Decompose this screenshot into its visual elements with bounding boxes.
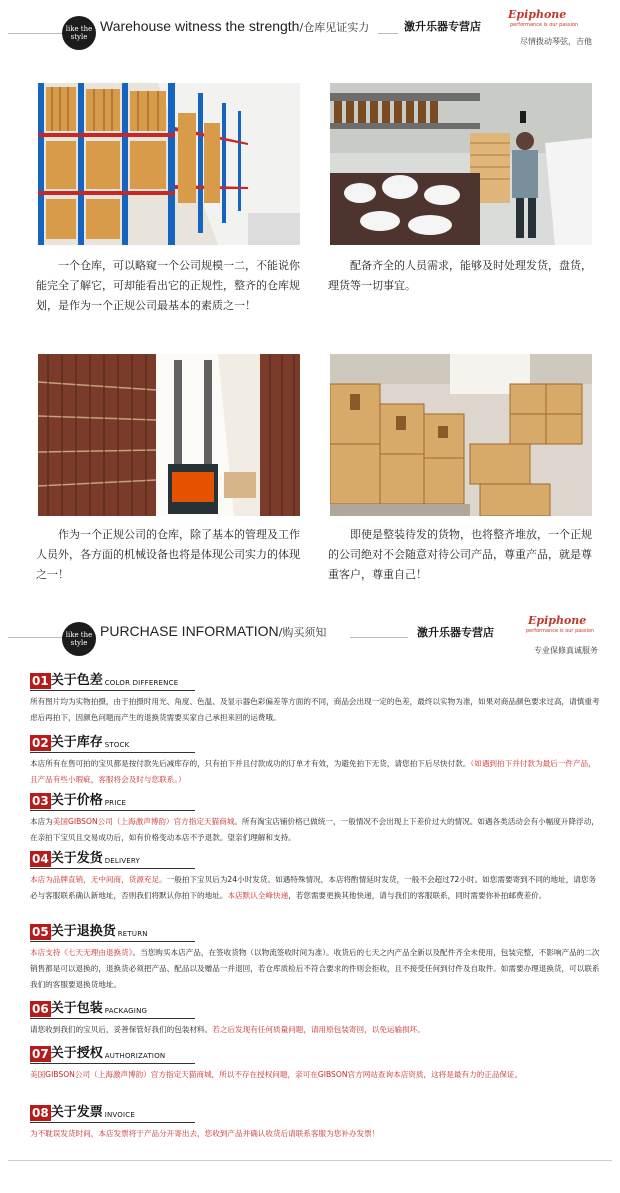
- item-title-cn: 关于退换货: [50, 924, 116, 939]
- item-underline: [30, 941, 195, 942]
- header-rule-mid: [378, 33, 398, 34]
- item-underline: [30, 1063, 195, 1064]
- badge-text-bottom: style: [70, 33, 88, 41]
- item-heading: [30, 1046, 602, 1064]
- info-item-stock: [30, 735, 602, 788]
- item-heading: [30, 735, 602, 753]
- item-text-highlight-lead: 本店为品牌直销，无中间商，货源充足。: [30, 875, 167, 884]
- item-body: [30, 1022, 602, 1038]
- item-heading: [30, 1105, 602, 1123]
- item-text-tail: ，若您需要更换其他快递，请与我们的客服联系，同时需要你补拍邮费差价。: [288, 891, 547, 900]
- item-title-cn: 关于库存: [50, 735, 103, 750]
- section-title-en: Warehouse witness the strength: [100, 18, 300, 34]
- info-item-price: [30, 793, 602, 846]
- photo-warehouse-worker: [330, 83, 592, 245]
- caption-shelves: 一个仓库，可以略窥一个公司规模一二，不能说你能完全了解它，可却能看出它的正规性，整齐的仓库规划，是作为一个正规公司最基本的素质之一！: [36, 259, 300, 312]
- header-rule-left: [8, 33, 68, 34]
- photo-warehouse-boxes: [330, 354, 592, 516]
- item-title-en: INVOICE: [104, 1111, 135, 1119]
- item-body: [30, 872, 602, 904]
- brand-tagline: performance is our passion: [526, 628, 595, 634]
- item-text-highlight-lead: 本店支持《七天无理由退换货》: [30, 948, 133, 957]
- item-underline: [30, 868, 195, 869]
- style-badge: [62, 16, 96, 50]
- item-heading: [30, 793, 602, 811]
- badge-text-bottom: style: [70, 639, 88, 647]
- brand-logo: Epiphone: [508, 8, 567, 21]
- item-underline: [30, 1018, 195, 1019]
- item-title-cn: 关于发票: [50, 1105, 103, 1120]
- item-text: 本店所有在售可拍的宝贝都是按付款先后减库存的，只有拍下并且付款成功的订单才有效，为避免拍下无货，请您拍下后尽快付款。: [30, 759, 471, 768]
- info-item-packaging: [30, 1001, 602, 1038]
- info-item-color: [30, 673, 602, 726]
- item-number: 04: [32, 852, 49, 866]
- header-rule-mid: [350, 637, 408, 638]
- header-rule-left: [8, 637, 68, 638]
- item-underline: [30, 752, 195, 753]
- caption-equipment: 作为一个正规公司的仓库，除了基本的管理及工作人员外，各方面的机械设备也将是体现公司实力的体现之一！: [36, 528, 300, 581]
- item-body: [30, 945, 602, 993]
- item-title-en: PRICE: [104, 799, 127, 807]
- item-title-en: COLOR DIFFERENCE: [104, 679, 179, 687]
- item-title-en: RETURN: [117, 930, 148, 938]
- section-title-cn: /购买须知: [278, 626, 327, 639]
- section-title: [100, 623, 326, 640]
- item-text-highlight: 若之后发现有任何质量问题，请用原包装寄回，以免运输损坏。: [212, 1025, 425, 1034]
- item-text-highlight: 美国GIBSON公司（上海激声博韵）官方指定天猫商城: [52, 817, 235, 826]
- shop-name: 激升乐器专营店: [417, 626, 494, 639]
- item-underline: [30, 690, 195, 691]
- item-number: 05: [32, 925, 49, 939]
- item-text: 所有图片均为实物拍摄，由于拍摄时用光、角度、色温、及显示器色彩偏差等方面的不同，商品会出现一定的色差，最终以实物为准，如果对商品颜色要求过高，请慎重考虑后再拍下，因颜色问题而产生的退换货需要买家自己承担来回的运费哦。: [30, 697, 600, 722]
- info-item-authorization: [30, 1046, 602, 1083]
- item-body: [30, 1067, 602, 1083]
- item-title-en: AUTHORIZATION: [104, 1052, 166, 1060]
- item-title-cn: 关于包装: [50, 1001, 103, 1016]
- photo-warehouse-forklift: [38, 354, 300, 516]
- brand-slogan: 尽情拨动琴弦，吉他: [520, 37, 592, 46]
- item-title-cn: 关于价格: [50, 793, 103, 808]
- item-text-highlight: （如遇到拍下并付款为最后一件产品，且产品有些小瑕疵，客服将会及时与您联系。）: [30, 759, 596, 784]
- item-title-cn: 关于授权: [50, 1046, 103, 1061]
- item-body: [30, 694, 602, 726]
- item-heading: [30, 851, 602, 869]
- item-title-en: PACKAGING: [104, 1007, 148, 1015]
- item-title-en: STOCK: [104, 741, 130, 749]
- section-title-cn: /仓库见证实力: [299, 21, 370, 34]
- item-text-highlight: 本店默认全峰快递: [227, 891, 289, 900]
- caption-staff: 配备齐全的人员需求，能够及时处理发货，盘货，理货等一切事宜。: [328, 259, 592, 292]
- shop-name: 激升乐器专营店: [404, 20, 481, 33]
- item-body: [30, 1126, 602, 1142]
- purchase-header: [0, 614, 620, 658]
- item-text: 。当您购买本店产品，在签收货物（以物流签收时间为准）。收货后的七天之内产品全新以及配件齐全未使用，包装完整，不影响产品的二次销售都是可以退换的，退换货必须把产品、配品以及赠品一并退回，若仓库质检后不符合要求的件则会拒收，且不接受任何到付件及自取件。如需要办理退换货，可以联系我们的客服要退换货地址。: [30, 948, 600, 989]
- warehouse-header: [0, 8, 620, 54]
- info-item-invoice: [30, 1105, 602, 1142]
- footer-rule: [8, 1160, 612, 1161]
- badge-text-top: like the: [65, 631, 93, 639]
- item-title-en: DELIVERY: [104, 857, 140, 865]
- item-heading: [30, 1001, 602, 1019]
- brand-tagline: performance is our passion: [510, 22, 579, 28]
- item-heading: [30, 924, 602, 942]
- item-underline: [30, 1122, 195, 1123]
- item-text: 一般拍下宝贝后为24小时发货。如遇特殊情况，本店将酌情延时发货，一般不会超过72小时。如您需要寄到不同的地址，请您务必与客服联系确认新地址，否则我们将默认你拍下的地址。: [30, 875, 597, 900]
- item-number: 01: [32, 674, 49, 688]
- caption-products: 即使是整装待发的货物，也将整齐堆放，一个正规的公司绝对不会随意对待公司产品，尊重产品，就是尊重客户，尊重自己！: [328, 528, 592, 581]
- item-text: 请您收到我们的宝贝后，妥善保管好我们的包装材料。: [30, 1025, 213, 1034]
- item-text-highlight: 美国GIBSON公司（上海激声博韵）官方指定天猫商城，所以不存在授权问题，亲可在GIBSON官方网站查询本店资质，这将是最有力的正品保证。: [30, 1070, 523, 1079]
- photo-warehouse-shelves: [38, 83, 300, 245]
- item-number: 06: [32, 1002, 49, 1016]
- item-number: 02: [32, 736, 49, 750]
- section-title: [100, 18, 369, 35]
- item-underline: [30, 810, 195, 811]
- item-title-cn: 关于发货: [50, 851, 103, 866]
- item-text-highlight: 为不耽误发货时间，本店发票将于产品分开寄出去，您收到产品并确认收货后请联系客服为您补办发票！: [30, 1129, 380, 1138]
- info-item-delivery: [30, 851, 602, 904]
- section-title-en: PURCHASE INFORMATION: [100, 623, 279, 639]
- style-badge: [62, 622, 96, 656]
- item-number: 08: [32, 1106, 49, 1120]
- badge-text-top: like the: [65, 25, 93, 33]
- brand-slogan: 专业保修真诚服务: [534, 646, 598, 655]
- item-number: 07: [32, 1047, 49, 1061]
- item-body: [30, 814, 602, 846]
- item-title-cn: 关于色差: [50, 673, 103, 688]
- brand-logo: Epiphone: [528, 614, 587, 627]
- item-text-lead: 本店为: [30, 817, 53, 826]
- item-text: 。所有淘宝店铺价格已做统一，一般情况不会出现上下差价过大的情况。如遇各类活动会有小幅度升降浮动，在亲拍下宝贝且交易成功后，如有价格变动本店不予退款。望亲们理解和支持。: [30, 817, 599, 842]
- item-body: [30, 756, 602, 788]
- item-number: 03: [32, 794, 49, 808]
- info-item-return: [30, 924, 602, 993]
- item-heading: [30, 673, 602, 691]
